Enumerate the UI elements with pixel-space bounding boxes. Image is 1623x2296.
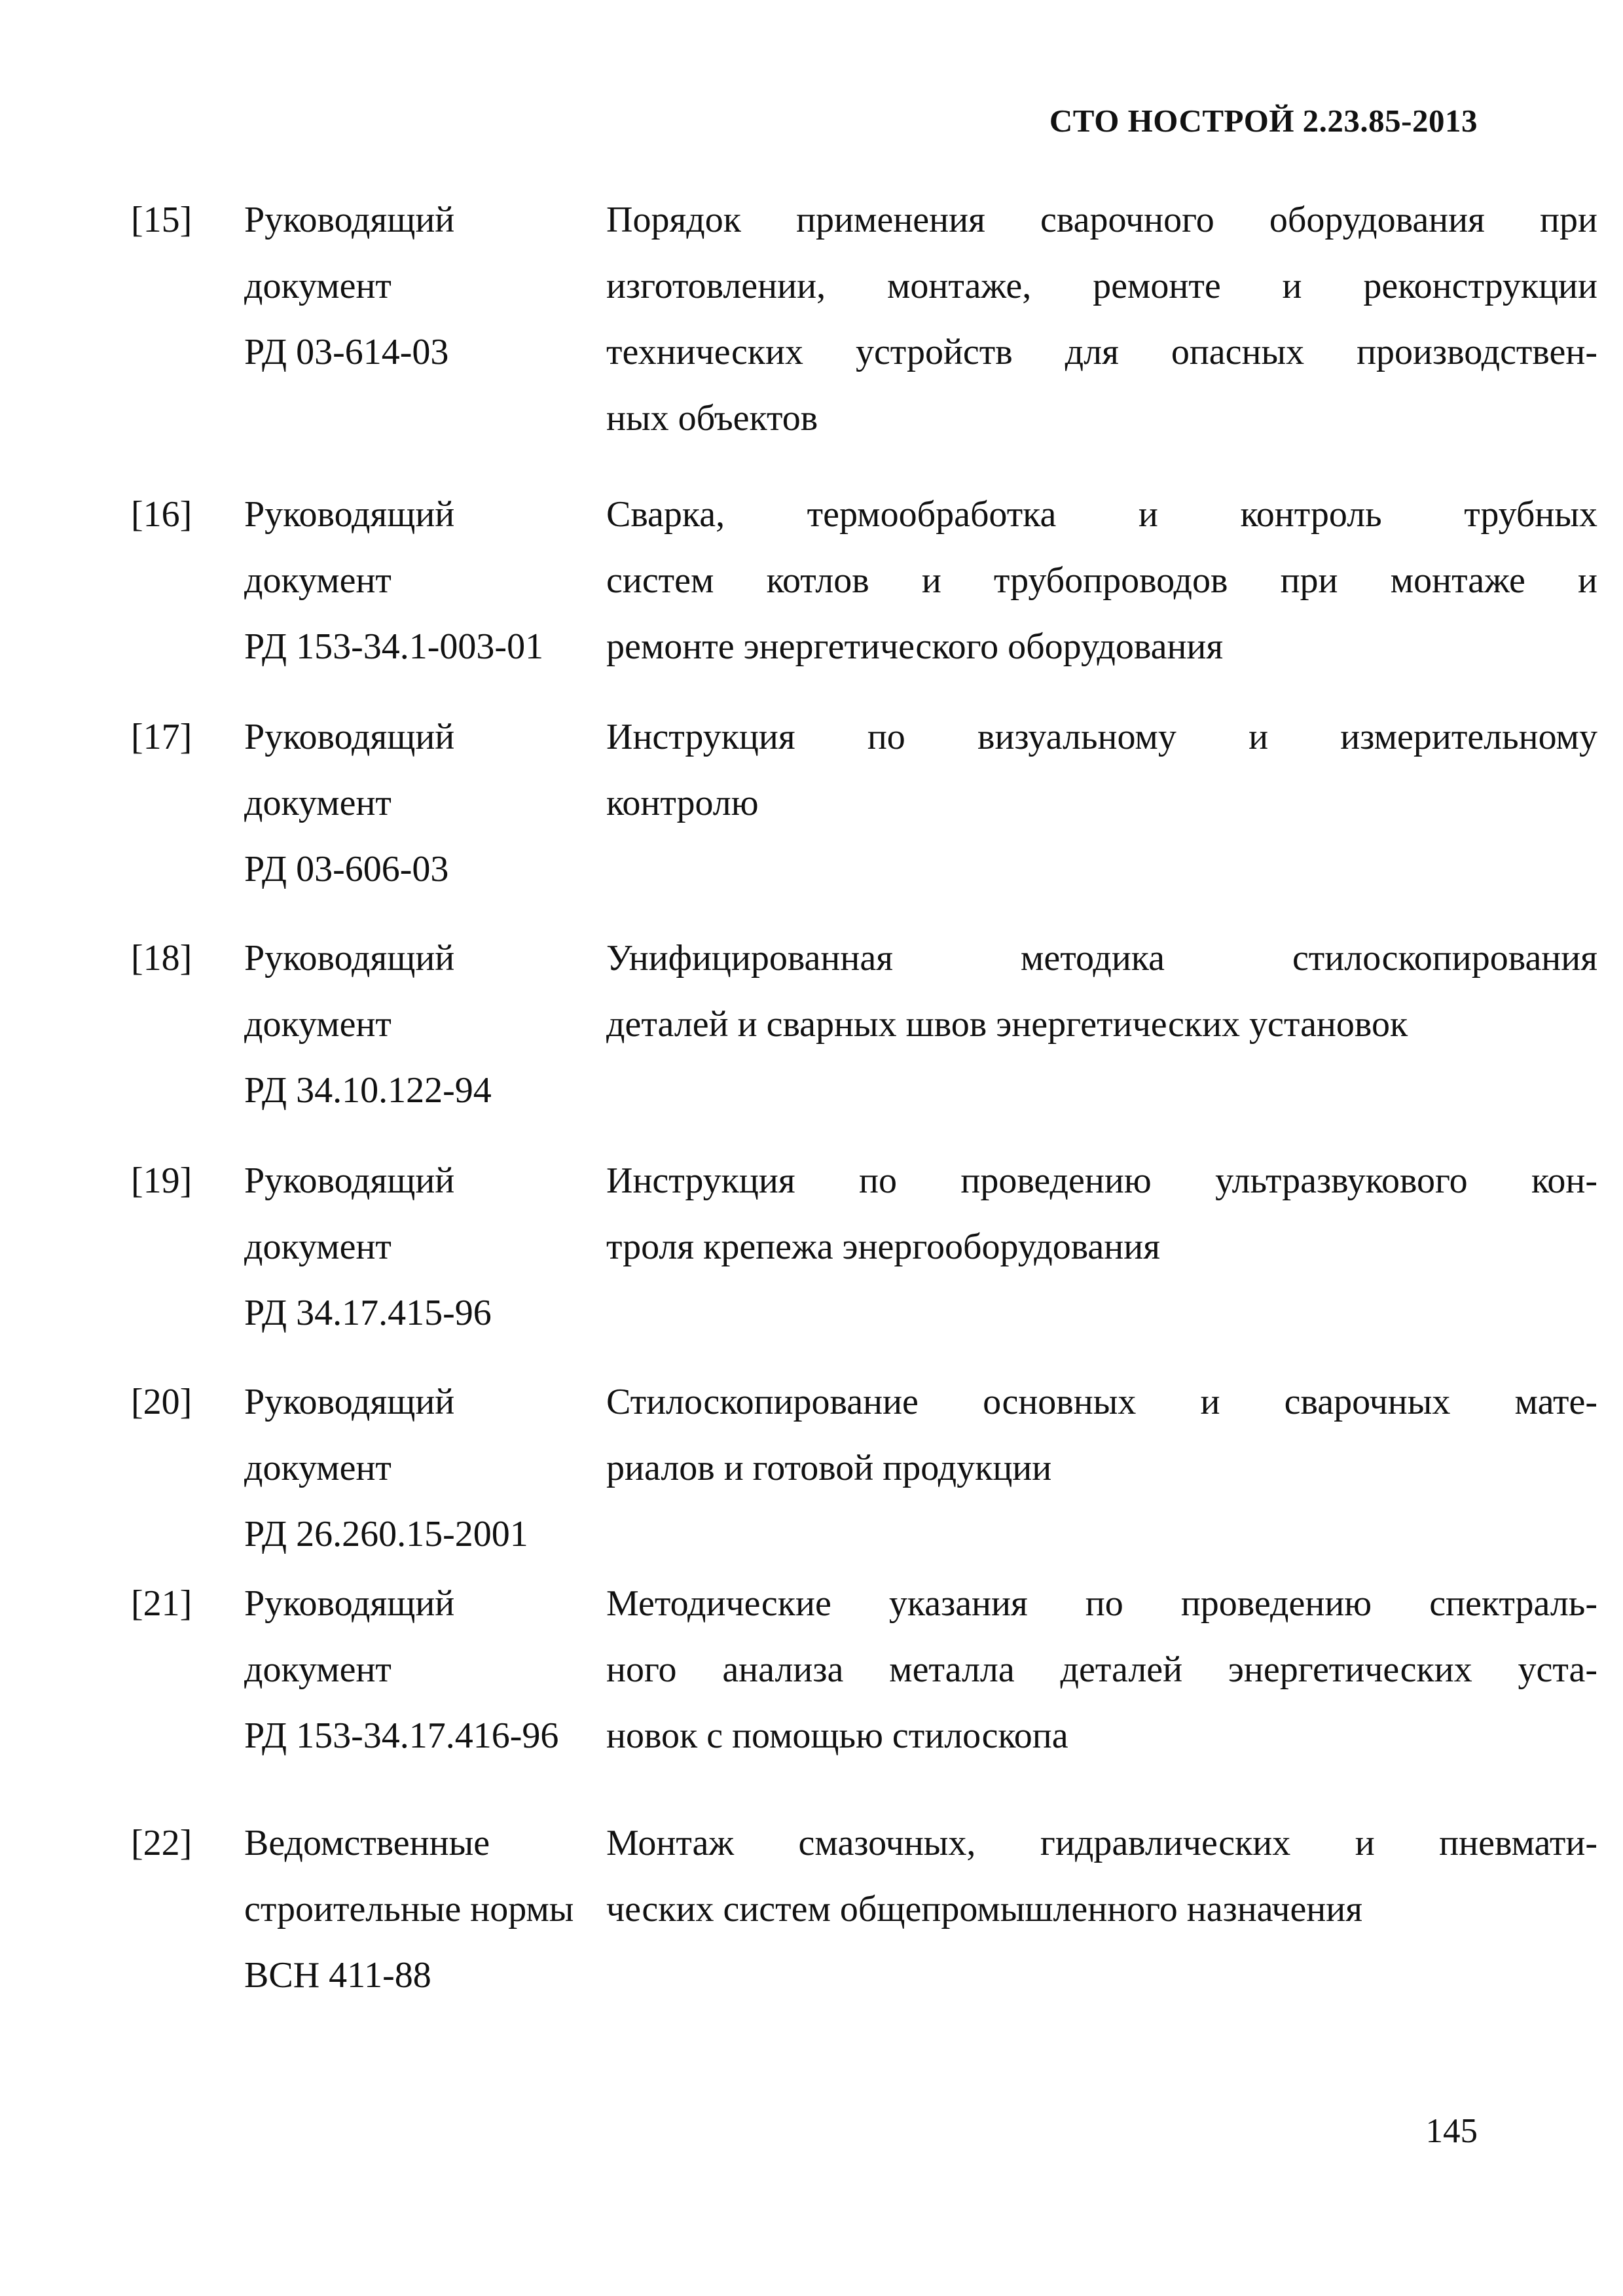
reference-doc-type <box>244 1148 585 1346</box>
doc-code: РД 03-614-03 <box>244 332 449 372</box>
doc-code: ВСН 411-88 <box>244 1955 431 1996</box>
title-line: троля крепежа энергооборудования <box>606 1227 1160 1267</box>
title-line: Унифицированная методика стилоскопирования <box>606 938 1597 978</box>
doc-code: РД 34.17.415-96 <box>244 1293 492 1333</box>
title-line: Сварка, термообработка и контроль трубных <box>606 494 1597 535</box>
reference-number: [19] <box>131 1160 192 1201</box>
title-line: ных объектов <box>606 398 818 439</box>
doc-type-line: документ <box>244 1448 392 1488</box>
doc-type-line: документ <box>244 1004 392 1045</box>
title-line: систем котлов и трубопроводов при монтаже и <box>606 560 1597 601</box>
title-line: Порядок применения сварочного оборудования при <box>606 200 1597 240</box>
reference-entry <box>131 1571 1597 1810</box>
reference-doc-type <box>244 1369 585 1568</box>
doc-type-line: Руководящий <box>244 200 455 240</box>
doc-code: РД 153-34.1-003-01 <box>244 626 544 667</box>
reference-number: [15] <box>131 200 192 240</box>
doc-type-line: Руководящий <box>244 717 455 757</box>
reference-number: [22] <box>131 1823 192 1863</box>
reference-title <box>606 925 1597 1058</box>
reference-entry <box>131 1810 1597 2013</box>
reference-entry <box>131 1148 1597 1369</box>
doc-type-line: Руководящий <box>244 1382 455 1422</box>
title-line: Монтаж смазочных, гидравлических и пневмати- <box>606 1823 1597 1863</box>
doc-type-line: документ <box>244 560 392 601</box>
title-line: изготовлении, монтаже, ремонте и реконструкции <box>606 266 1597 306</box>
reference-number: [16] <box>131 494 192 535</box>
title-line: Инструкция по проведению ультразвукового кон- <box>606 1160 1597 1201</box>
reference-number: [20] <box>131 1382 192 1422</box>
reference-title <box>606 704 1597 836</box>
reference-title <box>606 1369 1597 1501</box>
reference-title <box>606 187 1597 452</box>
reference-doc-type <box>244 704 585 903</box>
title-line: технических устройств для опасных производствен- <box>606 332 1597 372</box>
doc-code: РД 26.260.15-2001 <box>244 1514 528 1554</box>
reference-doc-type <box>244 482 585 680</box>
reference-doc-type <box>244 1571 585 1769</box>
reference-entry <box>131 482 1597 704</box>
doc-type-line: строительные нормы <box>244 1889 574 1929</box>
reference-doc-type <box>244 925 585 1124</box>
title-line: риалов и готовой продукции <box>606 1448 1052 1488</box>
reference-list <box>131 187 1597 2013</box>
title-line: деталей и сварных швов энергетических установок <box>606 1004 1408 1045</box>
reference-title <box>606 1810 1597 1943</box>
title-line: контролю <box>606 783 759 823</box>
doc-code: РД 153-34.17.416-96 <box>244 1715 559 1756</box>
reference-title <box>606 482 1597 680</box>
reference-number: [18] <box>131 938 192 978</box>
reference-title <box>606 1571 1597 1769</box>
doc-code: РД 34.10.122-94 <box>244 1070 492 1111</box>
reference-title <box>606 1148 1597 1280</box>
page-number: 145 <box>1425 2112 1478 2150</box>
title-line: Методические указания по проведению спектраль- <box>606 1583 1597 1624</box>
doc-type-line: документ <box>244 1649 392 1690</box>
doc-type-line: Руководящий <box>244 1160 455 1201</box>
reference-number: [21] <box>131 1583 192 1624</box>
title-line: Инструкция по визуальному и измерительному <box>606 717 1597 757</box>
doc-type-line: Руководящий <box>244 1583 455 1624</box>
doc-type-line: Руководящий <box>244 494 455 535</box>
reference-entry <box>131 1369 1597 1571</box>
doc-type-line: документ <box>244 783 392 823</box>
title-line: новок с помощью стилоскопа <box>606 1715 1068 1756</box>
reference-doc-type <box>244 1810 585 2009</box>
title-line: ремонте энергетического оборудования <box>606 626 1224 667</box>
reference-entry <box>131 925 1597 1148</box>
title-line: Стилоскопирование основных и сварочных мате- <box>606 1382 1597 1422</box>
doc-type-line: Руководящий <box>244 938 455 978</box>
doc-code: РД 03-606-03 <box>244 849 449 889</box>
title-line: ческих систем общепромышленного назначения <box>606 1889 1362 1929</box>
reference-number: [17] <box>131 717 192 757</box>
title-line: ного анализа металла деталей энергетических уста- <box>606 1649 1597 1690</box>
doc-type-line: документ <box>244 266 392 306</box>
reference-entry <box>131 704 1597 925</box>
doc-type-line: Ведомственные <box>244 1823 490 1863</box>
reference-entry <box>131 187 1597 482</box>
reference-doc-type <box>244 187 585 386</box>
doc-type-line: документ <box>244 1227 392 1267</box>
document-header: СТО НОСТРОЙ 2.23.85-2013 <box>1049 103 1478 139</box>
